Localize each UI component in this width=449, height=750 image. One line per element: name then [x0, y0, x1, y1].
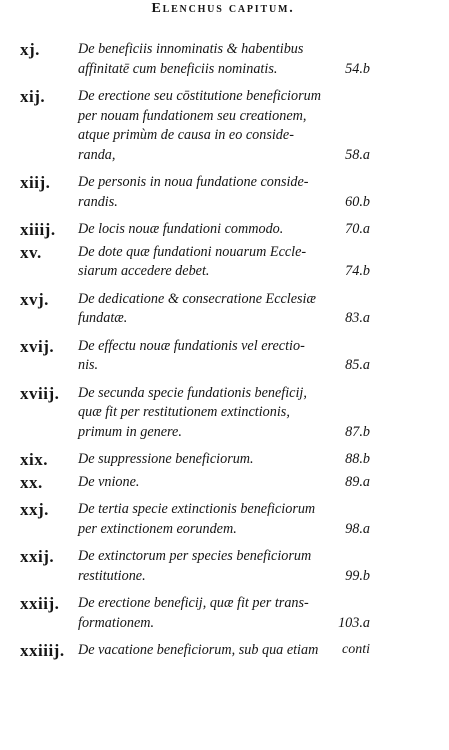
chapter-title-line: De dote quæ fundationi nouarum Eccle-: [78, 243, 307, 260]
chapter-title: [78, 220, 370, 240]
page-reference: 85.a: [345, 357, 370, 373]
chapter-title-line: nis.: [78, 357, 99, 373]
chapter-title-line: De erectione beneficij, quæ fit per trans-: [78, 595, 309, 611]
page-reference: 58.a: [345, 146, 370, 163]
chapter-title-line: De beneficiis innominatis & habentibus: [78, 41, 304, 57]
page-reference: 87.b: [345, 423, 370, 440]
chapter-title-line: randa,: [78, 146, 116, 163]
chapter-title: [78, 384, 370, 443]
chapter-number: xxij.: [20, 547, 55, 566]
chapter-title: [78, 450, 370, 470]
page-reference: 83.a: [345, 310, 370, 326]
chapter-title-line: De suppressione beneficiorum.: [78, 451, 254, 467]
page-reference: 89.a: [345, 473, 370, 490]
chapter-title-line: siarum accedere debet.: [78, 263, 210, 279]
chapter-title-line: De tertia specie extinctionis beneficiorum: [78, 501, 316, 517]
page-reference: 74.b: [345, 263, 370, 279]
chapter-title: [78, 87, 370, 165]
chapter-number: xiiij.: [20, 220, 56, 239]
chapter-title-line: De extinctorum per species beneficiorum: [78, 548, 312, 564]
chapter-number: xix.: [20, 450, 48, 469]
chapter-title-line: per extinctionem eorundem.: [78, 520, 237, 537]
chapter-title-line: randis.: [78, 193, 118, 210]
chapter-number: xxj.: [20, 500, 49, 519]
chapter-number: xij.: [20, 87, 46, 106]
chapter-title: [78, 40, 370, 79]
chapter-title-line: atque primùm de causa in eo conside-: [78, 127, 294, 143]
chapter-title-line: primum in genere.: [78, 423, 182, 440]
chapter-title: [78, 594, 370, 633]
chapter-number: xxiiij.: [20, 641, 65, 660]
chapter-title: [78, 337, 370, 376]
chapter-title: [78, 473, 370, 493]
chapter-title: [78, 243, 370, 282]
chapter-number: xxiij.: [20, 594, 60, 613]
chapter-title-line: per nouam fundationem seu creationem,: [78, 107, 307, 124]
page-reference: 70.a: [345, 221, 370, 237]
chapter-title-line: fundatæ.: [78, 310, 128, 326]
chapter-title-line: De locis nouæ fundationi commodo.: [78, 221, 284, 237]
chapter-title: [78, 290, 370, 329]
chapter-title-line: De secunda specie fundationis beneficij,: [78, 384, 307, 401]
chapter-title-line: De erectione seu cōstitutione beneficiorum: [78, 88, 321, 104]
chapter-title-line: formationem.: [78, 614, 155, 631]
page-reference: 60.b: [345, 193, 370, 210]
chapter-title-line: De effectu nouæ fundationis vel erectio-: [78, 337, 305, 354]
chapter-title-line: De dedicatione & consecratione Ecclesiæ: [78, 290, 316, 307]
chapter-number: xviij.: [20, 383, 60, 403]
chapter-number: xvij.: [20, 336, 55, 356]
chapter-number: xv.: [20, 242, 42, 262]
chapter-title-line: affinitatē cum beneficiis nominatis.: [78, 60, 278, 77]
page-reference: 98.a: [345, 520, 370, 537]
catchword: conti: [342, 642, 370, 657]
page-header: Elenchus capitum.: [151, 1, 295, 16]
chapter-number: xx.: [20, 472, 43, 492]
page-reference: 103.a: [338, 614, 370, 631]
chapter-title: [78, 641, 370, 661]
page-reference: 88.b: [345, 451, 370, 467]
chapter-number: xvj.: [20, 289, 49, 309]
page-reference: 99.b: [345, 567, 370, 584]
chapter-title: [78, 547, 370, 586]
chapter-title-line: quæ fit per restitutionem extinctionis,: [78, 404, 290, 420]
chapter-title: [78, 173, 370, 212]
chapter-number: xj.: [20, 40, 40, 59]
chapter-title-line: restitutione.: [78, 567, 146, 584]
chapter-number: xiij.: [20, 173, 51, 192]
page-reference: 54.b: [345, 60, 370, 77]
chapter-title-line: De personis in noua fundatione conside-: [78, 174, 309, 190]
chapter-title-line: De vacatione beneficiorum, sub qua etiam: [78, 642, 319, 658]
chapter-title: [78, 500, 370, 539]
chapter-title-line: De vnione.: [78, 473, 140, 490]
